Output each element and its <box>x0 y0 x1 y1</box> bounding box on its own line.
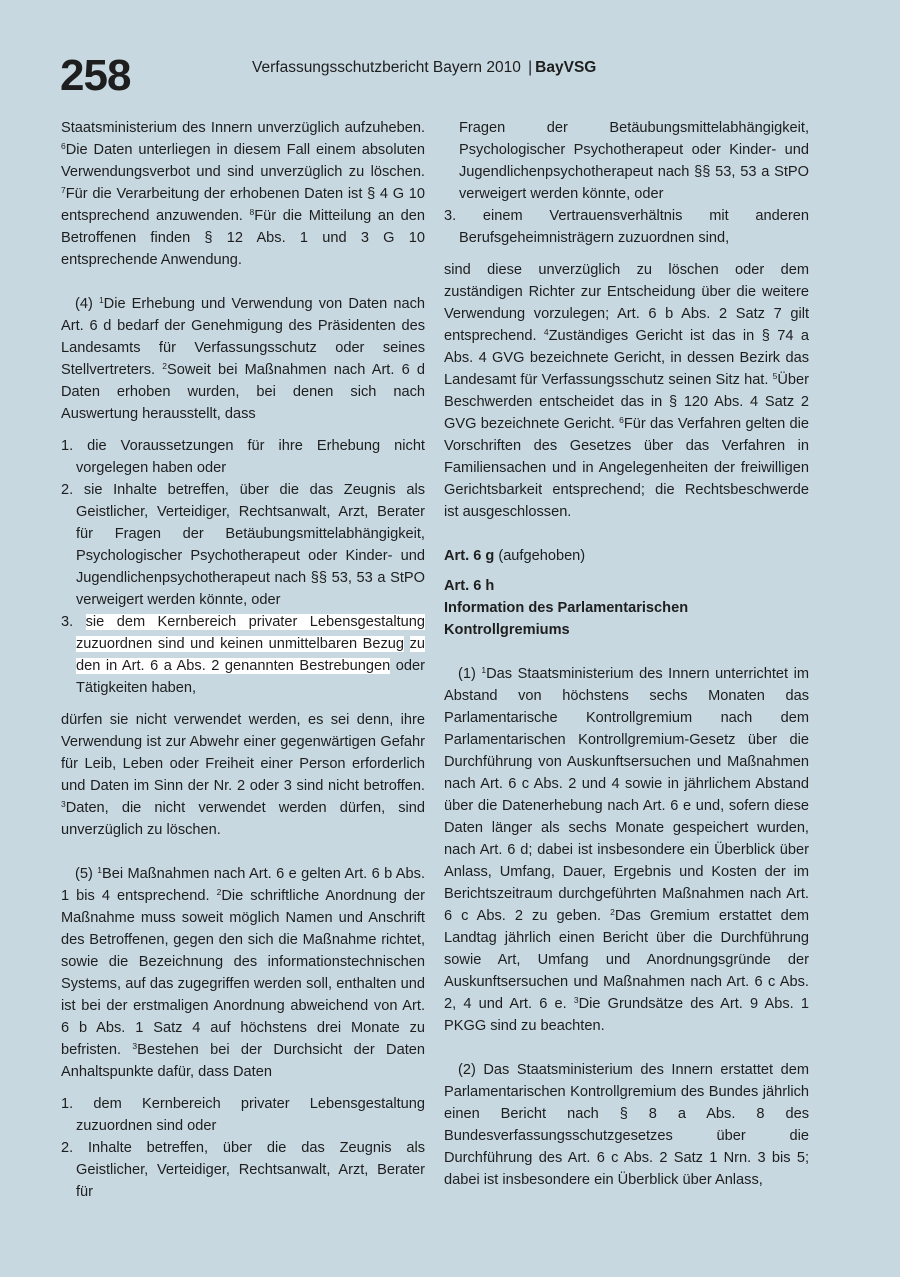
paragraph-4: (4) $^1$Die Erhebung und Verwendung von Daten nach Art. 6 d bedarf der Genehmigung des Präsidenten des Landesamts für Verfassungsschutz oder seines Stellvertreters. $^2$Soweit bei Maßnahmen nach Art. 6 d Daten erhoben wurden, bei denen sich nach Auswertung herausstellt, dass <box>61 295 425 422</box>
paragraph-5: (5) $^1$Bei Maßnahmen nach Art. 6 e gelten Art. 6 b Abs. 1 bis 4 entsprechend. $^2$Die schriftliche Anordnung der Maßnahme muss soweit möglich Namen und Anschrift des Betroffenen, gegen den sich die Maßnahme richtet, sowie die Bezeichnung des informationstechnischen Systems, auf das zugegriffen werden soll, enthalten und ist bei der erstmaligen Anordnung abweichend von Art. 6 b Abs. 1 Satz 4 auf höchstens drei Monate zu befristen. $^3$Bestehen bei der Durchsicht der Daten Anhaltspunkte dafür, dass Daten <box>61 865 425 1080</box>
article-6g-heading: Art. 6 g (aufgehoben) <box>444 548 586 564</box>
left-column <box>61 117 425 1203</box>
list-item: 2. Inhalte betreffen, über die das Zeugnis als Geistlicher, Verteidiger, Rechtsanwalt, Arzt, Berater für <box>61 1140 425 1200</box>
running-header <box>252 58 596 78</box>
list-continuation: Fragen der Betäubungsmittelabhängigkeit, Psychologischer Psychotherapeut oder Kinder- und Jugendlichenpsychotherapeut nach §§ 53, 53 a StPO verweigert werden könnte, oder <box>459 120 809 202</box>
article-6h-paragraph-2: (2) Das Staatsministerium des Innern erstattet dem Parlamentarischen Kontrollgremium des Bundes jährlich einen Bericht nach § 8 a Abs. 8 des Bundesverfassungsschutzgesetzes über die Durchführung des Art. 6 c Abs. 2 Satz 1 Nrn. 3 bis 5; dabei ist insbesondere ein Überblick über Anlass, <box>444 1062 809 1188</box>
paragraph-5-list-end <box>444 205 809 249</box>
article-6h-heading <box>444 575 809 641</box>
paragraph-5-continuation: sind diese unverzüglich zu löschen oder dem zuständigen Richter zur Entscheidung über die weitere Verwendung vorzulegen; Art. 6 b Abs. 2 Satz 7 gilt entsprechend. $^4$Zuständiges Gericht ist das in § 74 a Abs. 4 GVG bezeichnete Gericht, in dessen Bezirk das Landesamt für Verfassungsschutz seinen Sitz hat. $^5$Über Beschwerden entscheidet das in § 120 Abs. 4 Satz 2 GVG bezeichnete Gericht. $^6$Für das Verfahren gelten die Vorschriften des Gesetzes über das Verfahren in Familiensachen und in Angelegenheiten der freiwilligen Gerichtsbarkeit entsprechend; die Rechtsbeschwerde ist ausgeschlossen. <box>444 262 809 520</box>
page-number: 258 <box>60 51 131 100</box>
article-6h-paragraph-1: (1) $^1$Das Staatsministerium des Innern unterrichtet im Abstand von höchstens sechs Monaten das Parlamentarische Kontrollgremium nach dem Parlamentarischen Kontrollgremium-Gesetz über die Durchführung von Auskunftsersuchen und Maßnahmen nach Art. 6 c Abs. 2 und 4 sowie in jährlichem Abstand über die Datenerhebung nach Art. 6 e und, sofern diese Daten länger als sechs Monate gespeichert wurden, nach Art. 6 d; dabei ist insbesondere ein Überblick über Anlass, Umfang, Dauer, Ergebnis und Kosten der im Berichtszeitraum durchgeführten Maßnahmen nach Art. 6 c Abs. 2 zu geben. $^2$Das Gremium erstattet dem Landtag jährlich einen Bericht über die Durchführung sowie Art, Umfang und Anordnungsgründe der Auskunftsersuchen und Maßnahmen nach Art. 6 c Abs. 2, 4 und Art. 6 e. $^3$Die Grundsätze des Art. 9 Abs. 1 PKGG sind zu beachten. <box>444 665 810 1034</box>
paragraph-continuation: Staatsministerium des Innern unverzüglich aufzuheben. $^6$Die Daten unterliegen in diesem Fall einem absoluten Verwendungsverbot und sind unverzüglich zu löschen. $^7$Für die Verarbeitung der erhobenen Daten ist § 4 G 10 entsprechend anzuwenden. $^8$Für die Mitteilung an den Betroffenen finden § 12 Abs. 1 und 3 G 10 entsprechende Anwendung. <box>61 120 426 268</box>
section-label: BayVSG <box>535 59 597 76</box>
paragraph-4-continuation: dürfen sie nicht verwendet werden, es sei denn, ihre Verwendung ist zur Abwehr einer gegenwärtigen Gefahr für Leib, Leben oder Freiheit einer Person erforderlich und Daten im Sinn der Nr. 2 oder 3 sind nicht betroffen. $^3$Daten, die nicht verwendet werden dürfen, sind unverzüglich zu löschen. <box>61 712 425 838</box>
list-item: 3. einem Vertrauensverhältnis mit anderen Berufsgeheimnisträgern zuzuordnen sind, <box>444 208 809 246</box>
list-item: 2. sie Inhalte betreffen, über die das Zeugnis als Geistlicher, Verteidiger, Rechtsanwalt, Arzt, Berater für Fragen der Betäubungsmittelabhängigkeit, Psychologischer Psychotherapeut oder Kinder- und Jugendlichenpsychotherapeut nach §§ 53, 53 a StPO verweigert werden könnte, oder <box>61 482 425 608</box>
running-title: Verfassungsschutzbericht Bayern 2010 <box>252 59 521 76</box>
paragraph-4-list <box>61 435 425 699</box>
article-6h-label: Art. 6 h <box>444 578 495 594</box>
paragraph-5-list <box>61 1093 425 1203</box>
header-separator: | <box>528 59 533 76</box>
list-item: 1. dem Kernbereich privater Lebensgestaltung zuzuordnen sind oder <box>61 1096 425 1134</box>
list-item: 1. die Voraussetzungen für ihre Erhebung nicht vorgelegen haben oder <box>61 438 425 476</box>
list-item-highlighted: 3. sie dem Kernbereich privater Lebensgestaltung zuzuordnen sind und keinen unmittelbaren Bezug zu den in Art. 6 a Abs. 2 genannten Bestrebungen oder Tätigkeiten haben, <box>61 614 426 696</box>
right-column <box>444 117 809 1191</box>
article-6h-title: Information des Parlamentarischen Kontrollgremiums <box>444 600 689 638</box>
